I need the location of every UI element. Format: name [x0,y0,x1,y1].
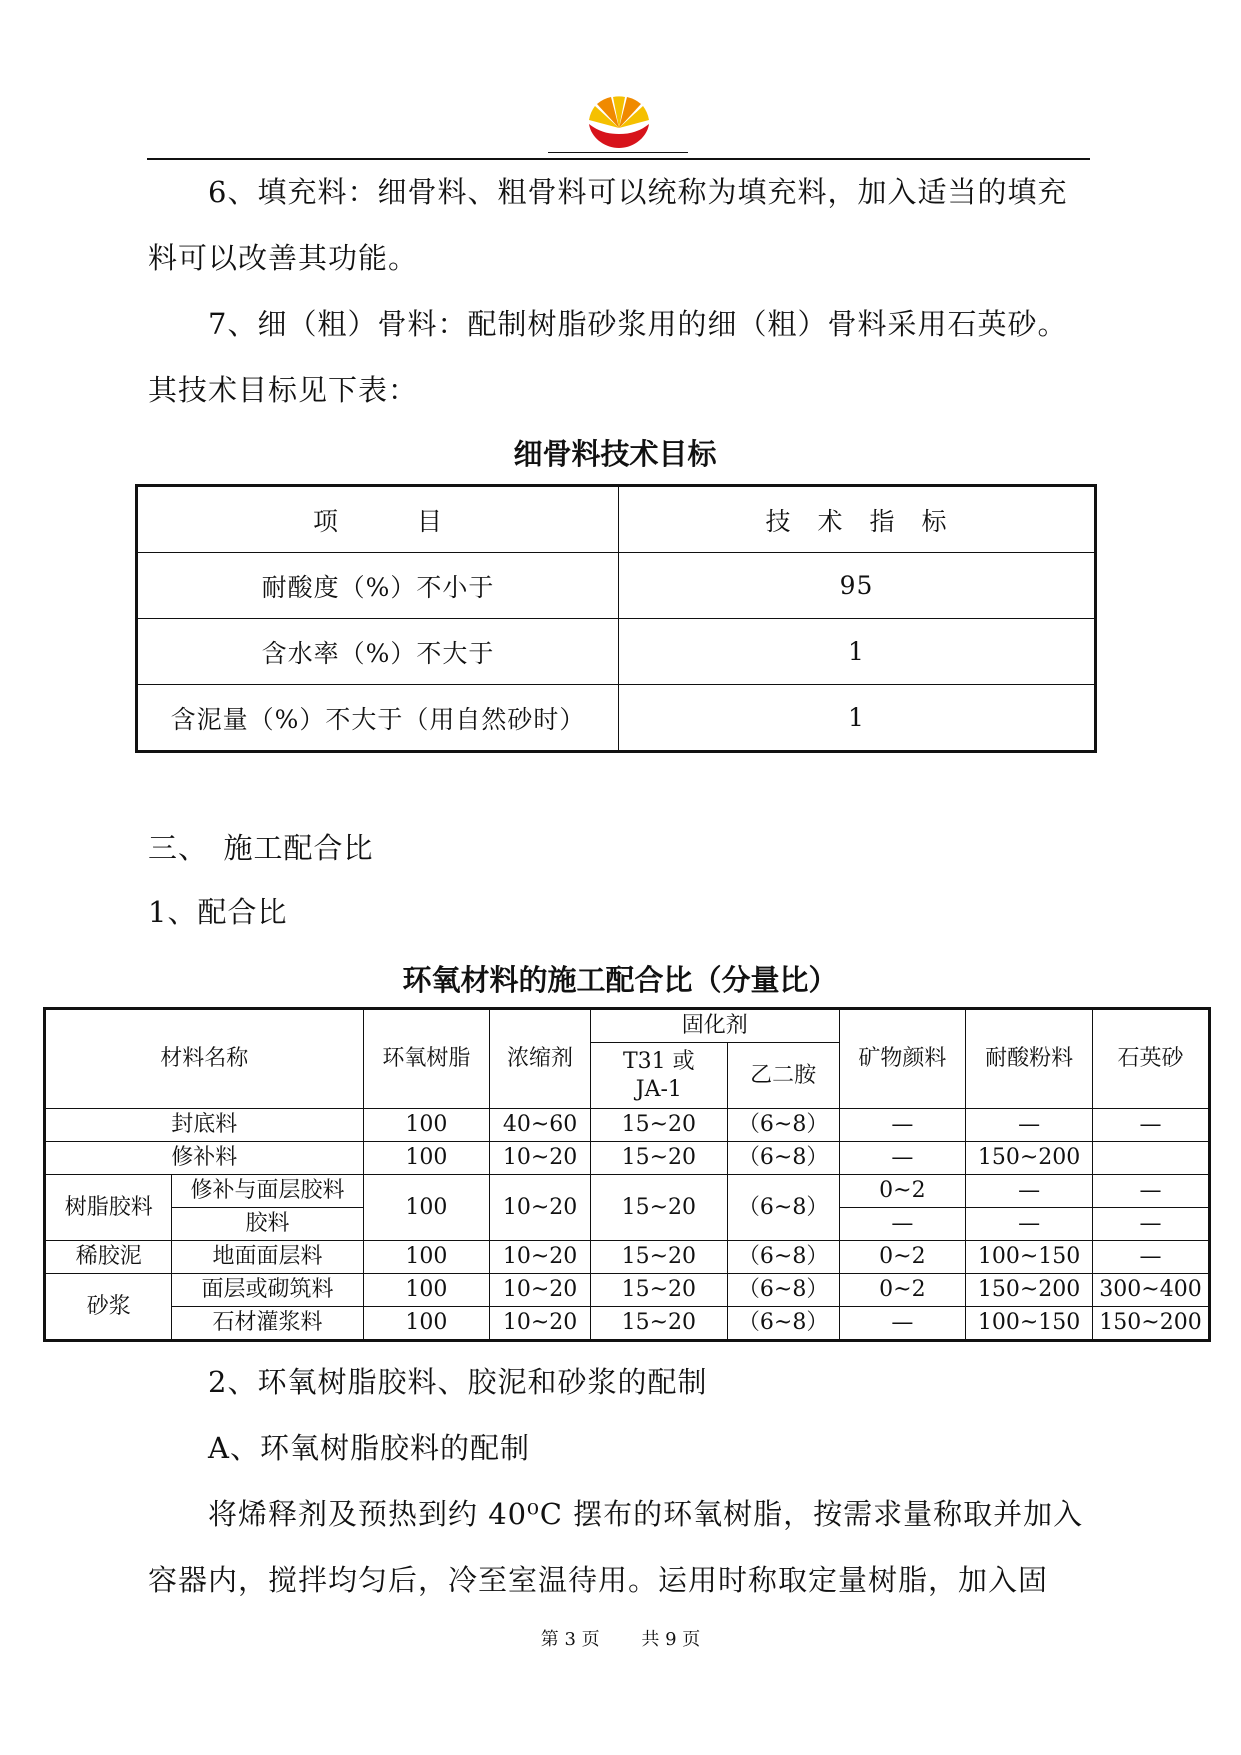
table-row [45,1142,1210,1175]
table-cell: — [839,1109,966,1142]
table-cell: 100~150 [966,1241,1093,1274]
row-group-label: 砂浆 [45,1274,172,1341]
fine-aggregate-table [135,484,1097,753]
table-cell: — [1093,1241,1210,1274]
table-cell: — [1093,1175,1210,1208]
table-header-row [137,486,1096,553]
page-total: 共 9 页 [641,1629,701,1650]
table-cell: — [966,1175,1093,1208]
table-cell: 1 [619,619,1096,685]
table-cell: 15~20 [590,1109,727,1142]
table-cell: — [839,1142,966,1175]
page-number: 第 3 页 [540,1629,600,1650]
petrochina-logo-icon [583,88,655,150]
subsection-a-heading: A、环氧树脂胶料的配制 [208,1431,530,1465]
table-cell: 300~400 [1093,1274,1210,1307]
header-t31: T31 或 JA-1 [590,1043,727,1109]
table-cell: （6~8） [727,1175,839,1241]
table-cell: — [839,1307,966,1341]
header-material: 材料名称 [45,1009,364,1109]
table-cell [1093,1142,1210,1175]
table-cell: 封底料 [45,1109,364,1142]
header-pigment: 矿物颜料 [839,1009,966,1109]
table-cell: （6~8） [727,1109,839,1142]
table-header-cell: 技 术 指 标 [619,486,1096,553]
paragraph-a-line-2: 容器内，搅拌均匀后，冷至室温待用。运用时称取定量树脂，加入固 [148,1563,1049,1597]
table-cell: 石材灌浆料 [172,1307,363,1341]
table-row [137,619,1096,685]
table-cell: 面层或砌筑料 [172,1274,363,1307]
table-cell: 0~2 [839,1175,966,1208]
table-cell: 含水率（%）不大于 [137,619,619,685]
subsection-2-heading: 2、环氧树脂胶料、胶泥和砂浆的配制 [208,1365,708,1399]
section-3-heading: 三、 施工配合比 [148,831,374,865]
table-cell: 0~2 [839,1241,966,1274]
paragraph-7-line-2: 其技术目标见下表： [148,373,419,407]
table-cell: 15~20 [590,1142,727,1175]
table-cell: 地面面层料 [172,1241,363,1274]
table-cell: 100 [363,1109,490,1142]
table-header-row [45,1009,1210,1043]
table-cell: 1 [619,685,1096,752]
table-row [45,1175,1210,1208]
table-cell: 10~20 [490,1175,591,1241]
table-row [45,1274,1210,1307]
header-logo-underline [548,152,688,153]
table-cell: 10~20 [490,1142,591,1175]
table-cell: 15~20 [590,1241,727,1274]
table-cell: 15~20 [590,1307,727,1341]
table-cell: 100 [363,1307,490,1341]
paragraph-6-line-1: 6、填充料：细骨料、粗骨料可以统称为填充料，加入适当的填充 [208,175,1068,209]
table-row [45,1109,1210,1142]
table-cell: 胶料 [172,1208,363,1241]
row-group-label: 树脂胶料 [45,1175,172,1241]
mix-ratio-table [43,1007,1211,1342]
header-quartz: 石英砂 [1093,1009,1210,1109]
header-rule [147,158,1090,160]
table-cell: 含泥量（%）不大于（用自然砂时） [137,685,619,752]
table-row [137,685,1096,752]
table-cell: 150~200 [966,1274,1093,1307]
table-cell: 10~20 [490,1274,591,1307]
subsection-1-heading: 1、配合比 [148,895,288,929]
table-row [137,553,1096,619]
table-row [45,1241,1210,1274]
header-curing-agent: 固化剂 [590,1009,839,1043]
table-cell: — [839,1208,966,1241]
table-cell: 100 [363,1175,490,1241]
table-cell: （6~8） [727,1307,839,1341]
header-thinner: 浓缩剂 [490,1009,591,1109]
table-cell: 100 [363,1241,490,1274]
table-cell: 150~200 [1093,1307,1210,1341]
table-cell: — [1093,1109,1210,1142]
table-row [45,1307,1210,1341]
table-cell: 100 [363,1142,490,1175]
table-cell: 10~20 [490,1241,591,1274]
header-ethylenediamine: 乙二胺 [727,1043,839,1109]
table-cell: 15~20 [590,1175,727,1241]
table-cell: 修补与面层胶料 [172,1175,363,1208]
table-cell: 10~20 [490,1307,591,1341]
table2-caption: 环氧材料的施工配合比（分量比） [402,963,838,997]
table-cell: 40~60 [490,1109,591,1142]
table-cell: 150~200 [966,1142,1093,1175]
table-cell: 修补料 [45,1142,364,1175]
page-footer [0,1625,1241,1651]
header-epoxy: 环氧树脂 [363,1009,490,1109]
table-cell: — [966,1208,1093,1241]
table-cell: 0~2 [839,1274,966,1307]
table-cell: 耐酸度（%）不小于 [137,553,619,619]
paragraph-7-line-1: 7、细（粗）骨料：配制树脂砂浆用的细（粗）骨料采用石英砂。 [208,307,1068,341]
header-acid-powder: 耐酸粉料 [966,1009,1093,1109]
row-group-label: 稀胶泥 [45,1241,172,1274]
table-cell: — [1093,1208,1210,1241]
table-cell: （6~8） [727,1241,839,1274]
table-cell: （6~8） [727,1142,839,1175]
table-cell: 95 [619,553,1096,619]
table-cell: 15~20 [590,1274,727,1307]
table-cell: — [966,1109,1093,1142]
table1-caption: 细骨料技术目标 [513,437,717,471]
paragraph-6-line-2: 料可以改善其功能。 [148,241,419,275]
table-cell: 100~150 [966,1307,1093,1341]
paragraph-a-line-1: 将烯释剂及预热到约 40⁰C 摆布的环氧树脂，按需求量称取并加入 [208,1497,1084,1531]
table-header-cell: 项 目 [137,486,619,553]
table-cell: （6~8） [727,1274,839,1307]
table-cell: 100 [363,1274,490,1307]
